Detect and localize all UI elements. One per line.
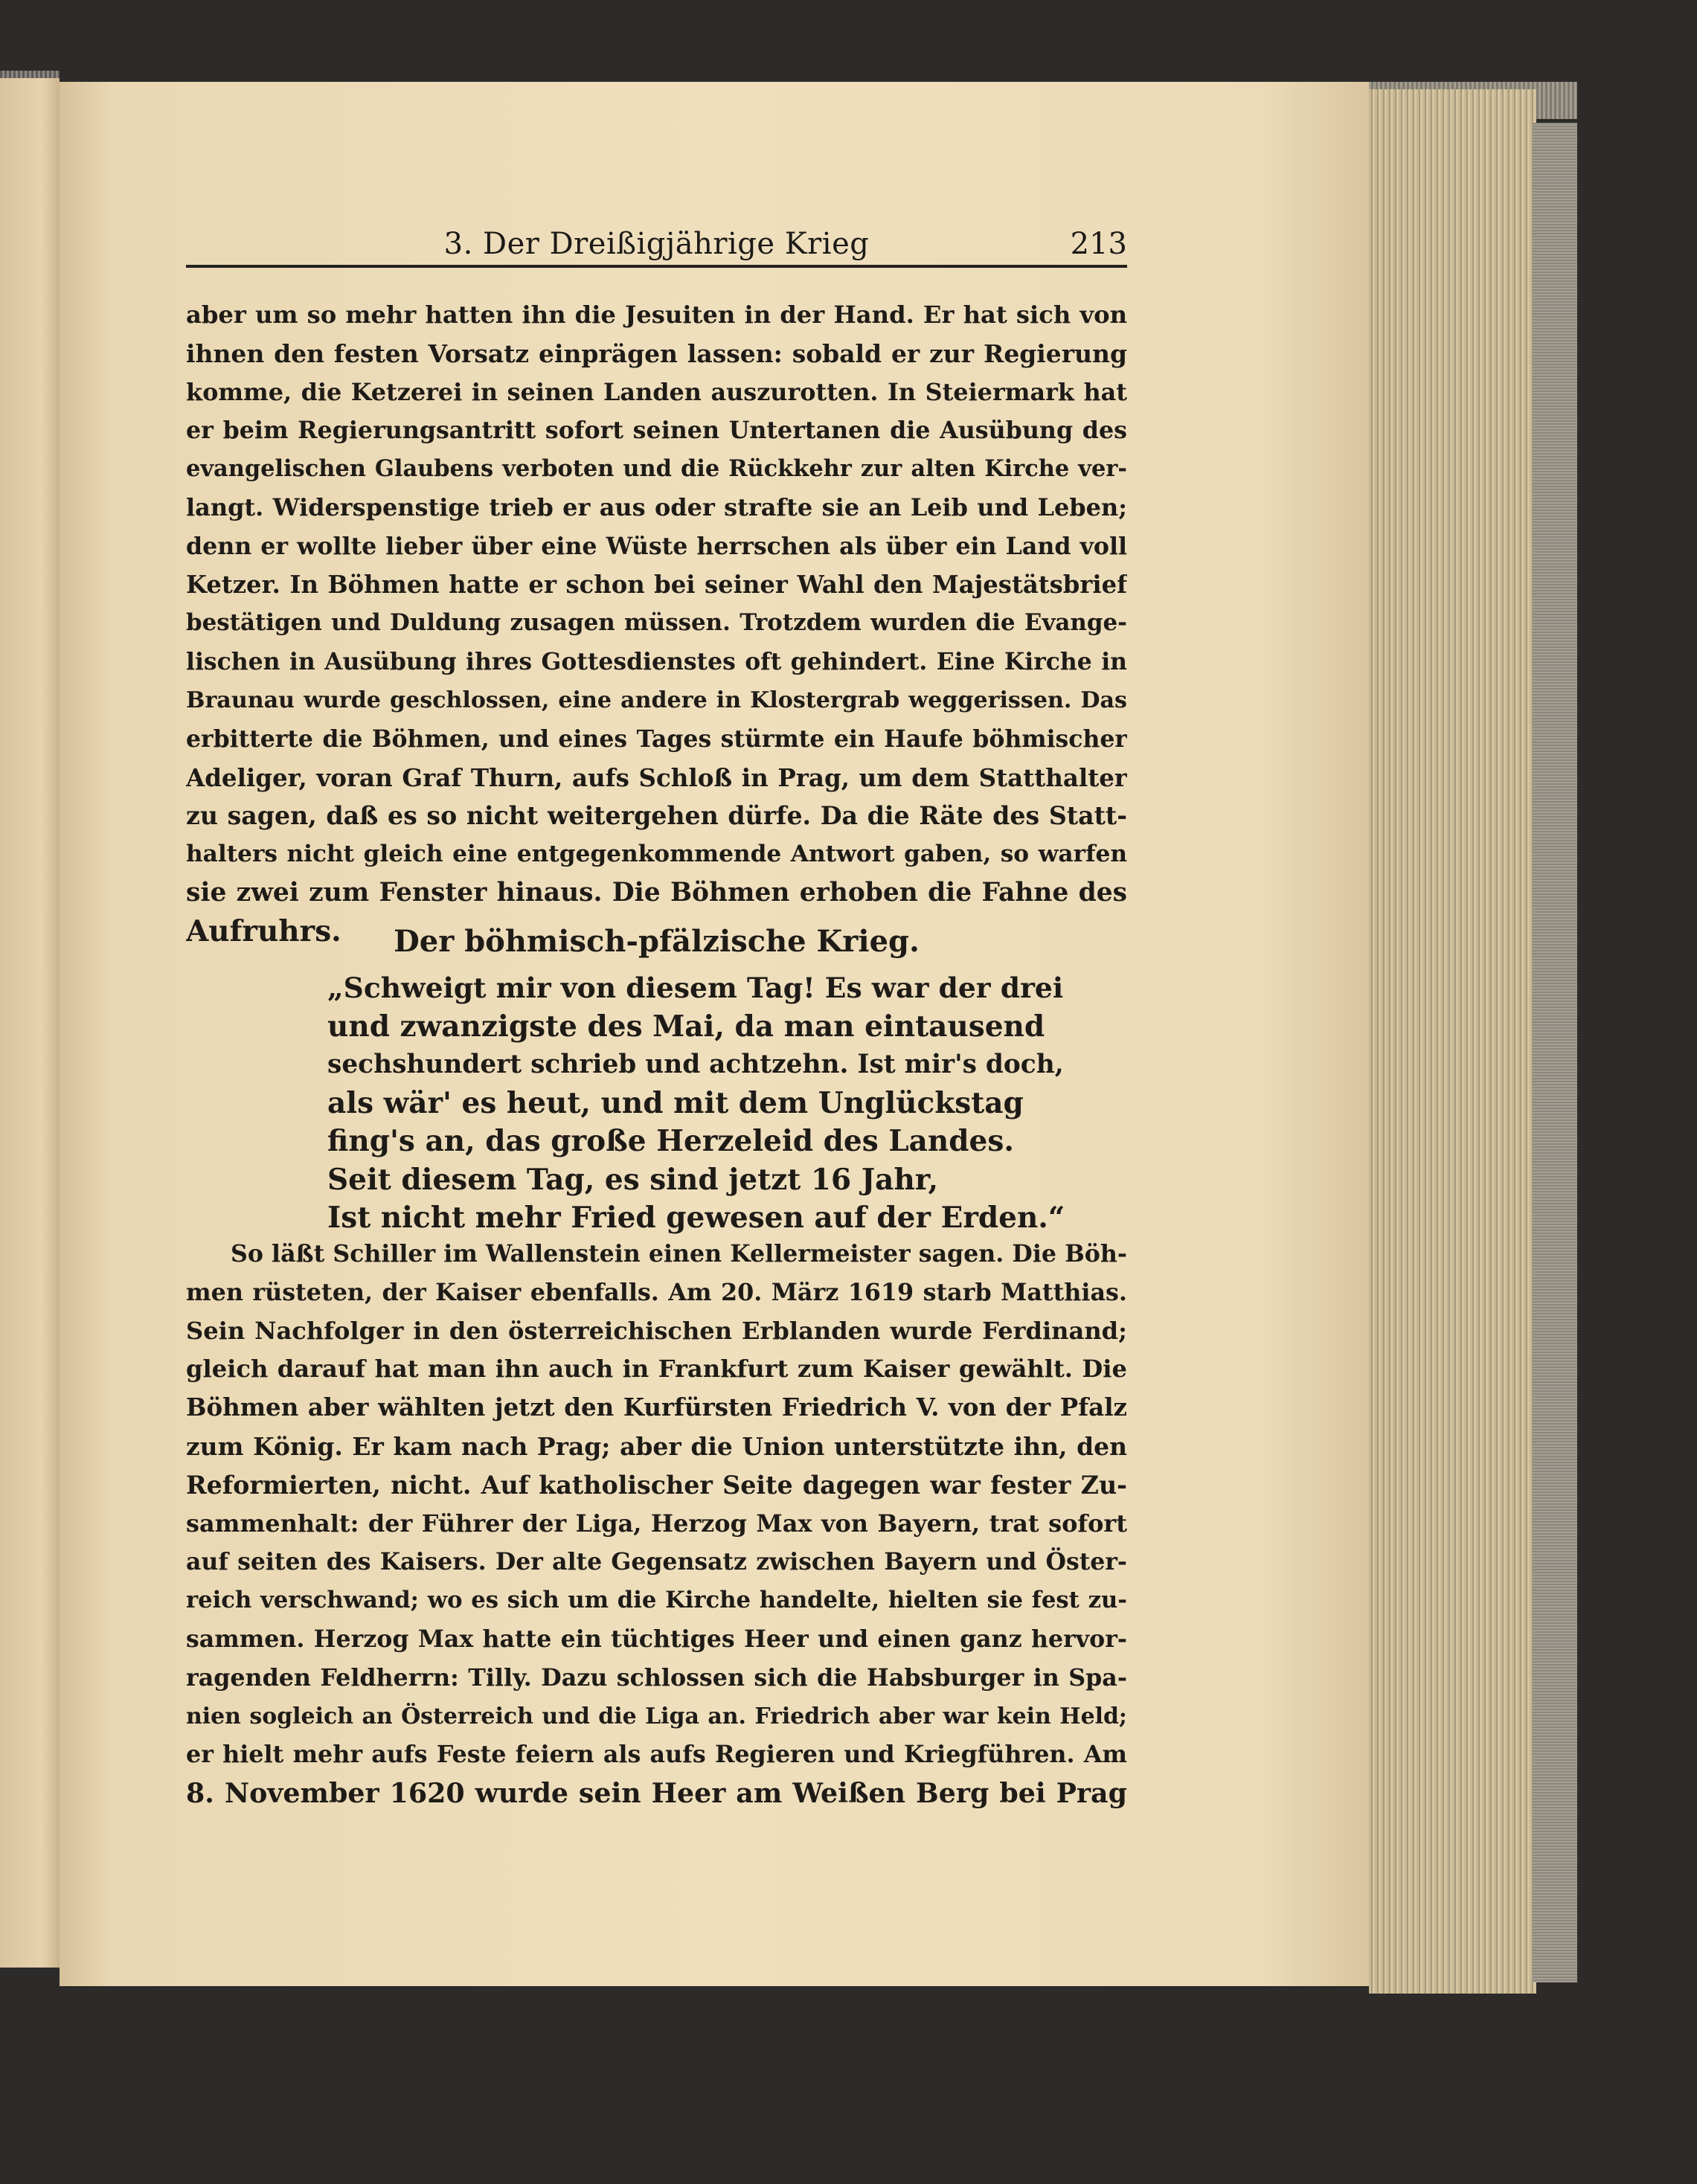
text-line: zu sagen, daß es so nicht weitergehen dürfe. Da die Räte des Statt- — [186, 801, 1127, 831]
text-line: ragenden Feldherrn: Tilly. Dazu schlossen sich die Habsburger in Spa- — [186, 1663, 1127, 1692]
text-line: sie zwei zum Fenster hinaus. Die Böhmen erhoben die Fahne des — [186, 877, 1127, 908]
text-line: erbitterte die Böhmen, und eines Tages stürmte ein Haufe böhmischer — [186, 725, 1127, 753]
text-line: Ketzer. In Böhmen hatte er schon bei seiner Wahl den Majestätsbrief — [186, 570, 1127, 599]
poem-line: Ist nicht mehr Fried gewesen auf der Erden.“ — [327, 1201, 1065, 1235]
poem-quote — [327, 969, 1071, 1238]
text-line: Böhmen aber wählten jetzt den Kurfürsten Friedrich V. von der Pfalz — [186, 1393, 1127, 1422]
text-line: gleich darauf hat man ihn auch in Frankfurt zum Kaiser gewählt. Die — [186, 1355, 1127, 1384]
text-line: Aufruhrs. — [186, 913, 341, 948]
poem-line: als wär' es heut, und mit dem Unglückstag — [327, 1085, 1024, 1120]
poem-line: und zwanzigste des Mai, da man eintausend — [327, 1009, 1045, 1044]
text-line: sammenhalt: der Führer der Liga, Herzog Max von Bayern, trat sofort — [186, 1509, 1127, 1538]
text-line: Reformierten, nicht. Auf katholischer Seite dagegen war fester Zu- — [186, 1470, 1127, 1500]
paragraph-2 — [186, 1235, 1127, 1813]
page-number: 213 — [1070, 227, 1127, 261]
text-line: er hielt mehr aufs Feste feiern als aufs Regieren und Kriegführen. Am — [186, 1741, 1127, 1769]
text-line: er beim Regierungsantritt sofort seinen Untertanen die Ausübung des — [186, 417, 1127, 445]
text-line: So läßt Schiller im Wallenstein einen Kellermeister sagen. Die Böh- — [231, 1240, 1127, 1268]
section-heading: Der böhmisch-pfälzische Krieg. — [394, 924, 920, 959]
text-line: aber um so mehr hatten ihn die Jesuiten in der Hand. Er hat sich von — [186, 301, 1127, 329]
text-line: bestätigen und Duldung zusagen müssen. Trotzdem wurden die Evange- — [186, 609, 1127, 637]
running-header — [186, 227, 1127, 264]
text-line: lischen in Ausübung ihres Gottesdienstes oft gehindert. Eine Kirche in — [186, 648, 1127, 676]
text-line: komme, die Ketzerei in seinen Landen auszurotten. In Steiermark hat — [186, 377, 1127, 406]
text-line: Braunau wurde geschlossen, eine andere in Klostergrab weggerissen. Das — [186, 687, 1127, 713]
poem-line: sechshundert schrieb und achtzehn. Ist mir's doch, — [327, 1050, 1064, 1079]
poem-line: „Schweigt mir von diesem Tag! Es war der drei — [327, 971, 1064, 1004]
text-line: ihnen den festen Vorsatz einprägen lassen: sobald er zur Regierung — [186, 338, 1127, 368]
poem-line: Seit diesem Tag, es sind jetzt 16 Jahr, — [327, 1162, 939, 1197]
text-line: nien sogleich an Österreich und die Liga an. Friedrich aber war kein Held; — [186, 1703, 1127, 1729]
header-rule — [186, 265, 1127, 268]
text-line: zum König. Er kam nach Prag; aber die Union unterstützte ihn, den — [186, 1431, 1127, 1461]
poem-line: fing's an, das große Herzeleid des Landes. — [327, 1124, 1014, 1158]
text-line: reich verschwand; wo es sich um die Kirche handelte, hielten sie fest zu- — [186, 1587, 1127, 1614]
text-line: denn er wollte lieber über eine Wüste herrschen als über ein Land voll — [186, 532, 1127, 560]
text-line: men rüsteten, der Kaiser ebenfalls. Am 20. März 1619 starb Matthias. — [186, 1278, 1127, 1306]
book-cover-edge — [1533, 123, 1577, 1982]
chapter-title: 3. Der Dreißigjährige Krieg — [443, 227, 870, 261]
text-line: langt. Widerspenstige trieb er aus oder strafte sie an Leib und Leben; — [186, 492, 1127, 521]
text-line: Adeliger, voran Graf Thurn, aufs Schloß in Prag, um dem Statthalter — [186, 762, 1127, 792]
paragraph-1 — [186, 296, 1127, 951]
text-line: halters nicht gleich eine entgegenkommende Antwort gaben, so warfen — [186, 841, 1127, 868]
text-line: auf seiten des Kaisers. Der alte Gegensatz zwischen Bayern und Öster- — [186, 1548, 1127, 1576]
text-line: evangelischen Glaubens verboten und die Rückkehr zur alten Kirche ver- — [186, 455, 1127, 483]
text-line: Sein Nachfolger in den österreichischen Erblanden wurde Ferdinand; — [186, 1316, 1127, 1345]
page-stack-edge — [1369, 89, 1536, 1994]
left-page-edge — [0, 78, 60, 1968]
text-line: 8. November 1620 wurde sein Heer am Weißen Berg bei Prag — [186, 1777, 1127, 1810]
text-line: sammen. Herzog Max hatte ein tüchtiges Heer und einen ganz hervor- — [186, 1625, 1127, 1653]
